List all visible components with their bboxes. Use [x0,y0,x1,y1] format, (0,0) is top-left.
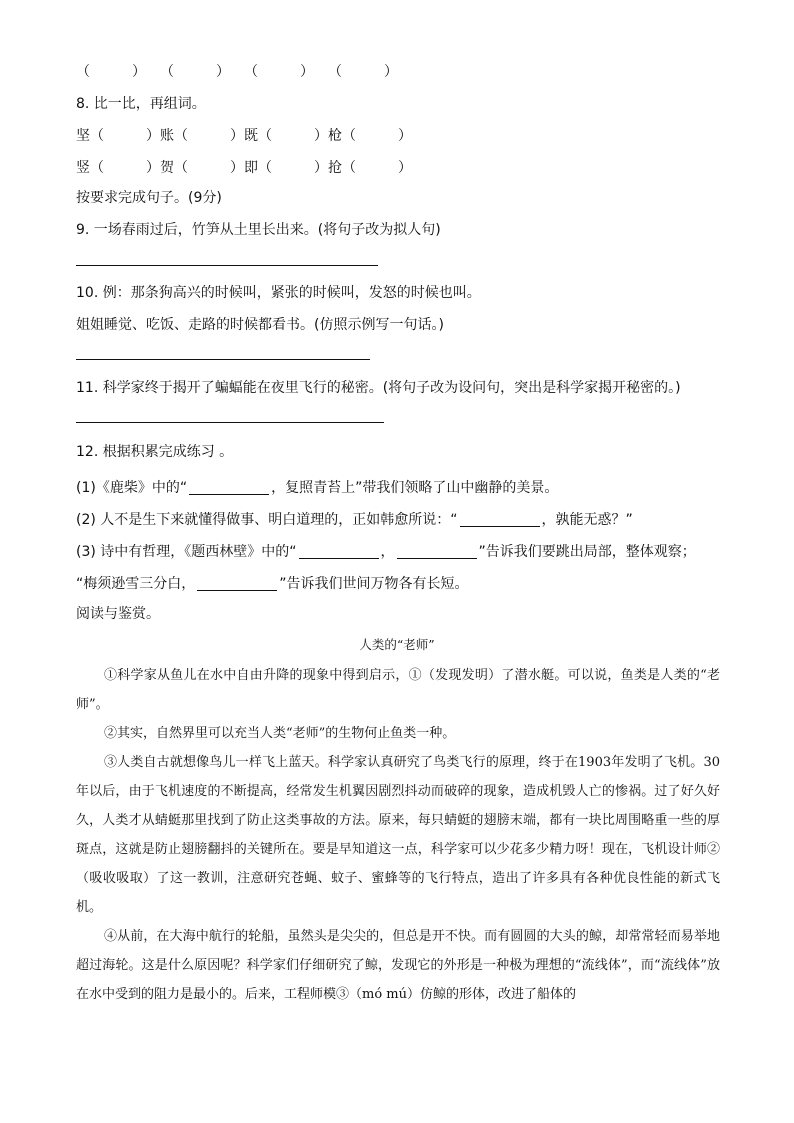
article-paragraph: ②其实，自然界里可以充当人类“老师”的生物何止鱼类一种。 [104,726,456,741]
section-sentences-heading: 按要求完成句子。(9分) [76,190,222,206]
q9-text: 9. 一场春雨过后，竹笋从土里长出来。(将句子改为拟人句) [76,222,441,238]
q12-item-3-blank-2[interactable] [397,544,477,559]
q12-title: 12. 根据积累完成练习 。 [76,444,234,460]
q12-item-2-prefix: (2) 人不是生下来就懂得做事、明白道理的，正如韩愈所说：“ [76,512,458,528]
article-body [76,661,720,1009]
q11-answer-line[interactable] [76,422,384,423]
q12-item-3-line2-suffix: ”告诉我们世间万物各有长短。 [279,576,469,592]
article-title: 人类的“老师” [359,637,435,652]
section-reading-heading: 阅读与鉴赏。 [76,606,160,622]
q12-item-3-line2-prefix: “梅须逊雪三分白， [76,576,196,592]
q12-item-3-prefix: (3) 诗中有哲理，《题西林壁》中的“ [76,544,297,560]
article-paragraph: ①科学家从鱼儿在水中自由升降的现象中得到启示，①（发现发明）了潜水艇。可以说，鱼类是人类的“老师”。 [76,668,720,712]
q12-item-3-comma: ， [380,544,395,560]
paren-blanks-row: （ ） （ ） （ ） （ ） [76,64,398,80]
article-paragraph: ④从前，在大海中航行的轮船，虽然头是尖尖的，但总是开不快。而有圆圆的大头的鲸，却常常轻而易举地超过海轮。这是什么原因呢？科学家们仔细研究了鲸，发现它的外形是一种极为理想的“流线体”，而“流线体”放在水中受到的阻力是最小的。后来，工程师模③（mó mú）仿鲸的形体，改进了船体的 [76,929,720,1002]
q12-item-3-blank-3[interactable] [197,576,277,591]
q10-prompt: 姐姐睡觉、吃饭、走路的时候都看书。(仿照示例写一句话。) [76,317,444,333]
q11-text: 11. 科学家终于揭开了蝙蝠能在夜里飞行的秘密。(将句子改为设问句，突出是科学家揭开秘密的。) [76,380,681,396]
q12-item-2 [76,510,633,530]
q12-item-1-prefix: (1)《鹿柴》中的“ [76,480,188,496]
q12-item-1-blank[interactable] [189,480,269,495]
q12-item-2-blank[interactable] [460,512,540,527]
q8-row-2: 竖（ ）贺（ ）即（ ）抢（ ） [76,160,412,176]
q12-item-3-blank-1[interactable] [299,544,379,559]
q9-answer-line[interactable] [76,265,378,266]
q10-example: 10. 例：那条狗高兴的时候叫，紧张的时候叫，发怒的时候也叫。 [76,285,481,301]
q8-row-1: 坚（ ）账（ ）既（ ）枪（ ） [76,128,412,144]
q12-item-1-suffix: ，复照青苔上”带我们领略了山中幽静的美景。 [271,480,559,496]
q12-item-1 [76,478,558,498]
q10-answer-line[interactable] [76,359,370,360]
article-paragraph: ③人类自古就想像鸟儿一样飞上蓝天。科学家认真研究了鸟类飞行的原理，终于在1903年发明了飞机。30年以后，由于飞机速度的不断提高，经常发生机翼因剧烈抖动而破碎的现象，造成机毁人亡的惨祸。过了好久好久，人类才从蜻蜓那里找到了防止这类事故的方法。原来，每只蜻蜓的翅膀末端，都有一块比周围略重一些的厚斑点，这就是防止翅膀翻抖的关键所在。要是早知道这一点，科学家可以少花多少精力呀！现在，飞机设计师②（吸收吸取）了这一教训，注意研究苍蝇、蚊子、蜜蜂等的飞行特点，造出了许多具有各种优良性能的新式飞机。 [76,755,720,915]
q8-title: 8. 比一比，再组词。 [76,96,206,112]
q12-item-3 [76,542,696,562]
q12-item-3-cont [76,574,469,594]
q12-item-2-suffix: ，孰能无惑？” [541,512,633,528]
q12-item-3-suffix: ”告诉我们要跳出局部，整体观察； [478,544,696,560]
